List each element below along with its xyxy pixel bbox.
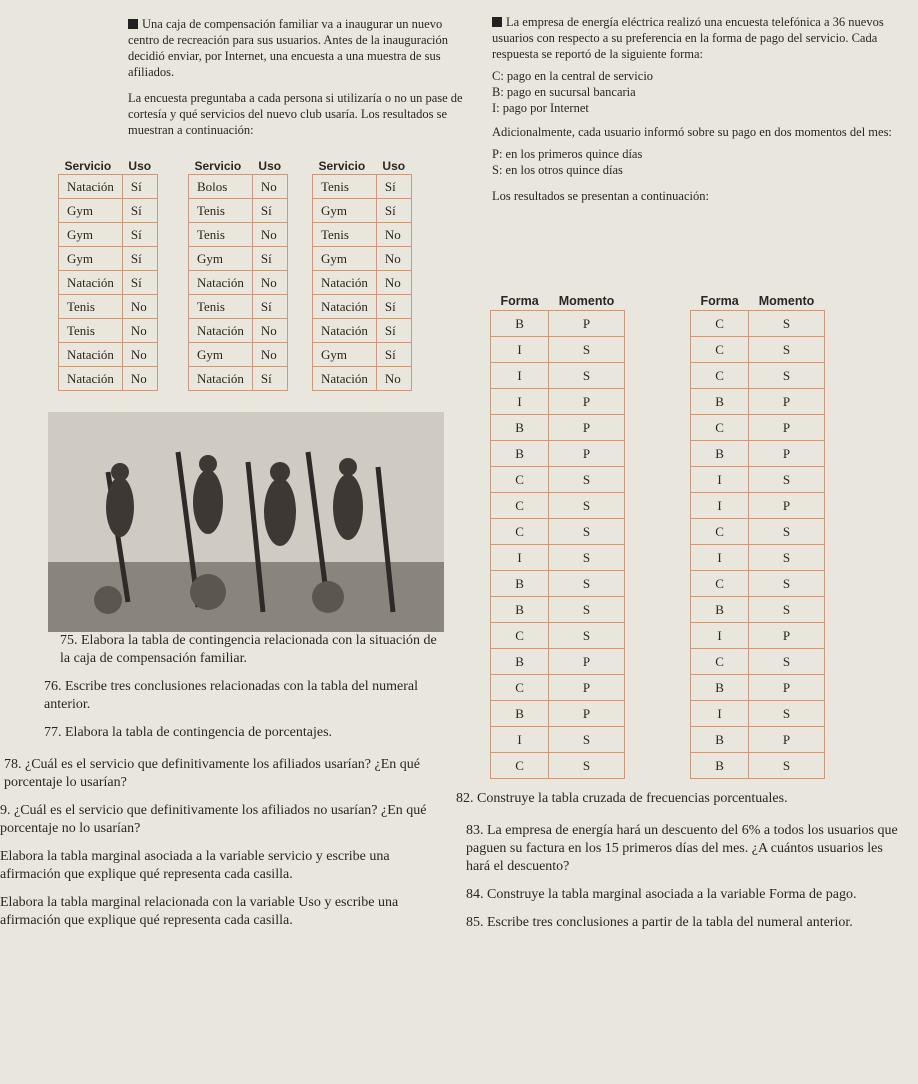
cell-value: P: [549, 389, 625, 415]
legend-b: B: pago en sucursal bancaria: [492, 85, 636, 99]
table-row: [491, 337, 625, 363]
cell-category: B: [691, 675, 749, 701]
cell-category: C: [691, 571, 749, 597]
cell-value: S: [549, 623, 625, 649]
cell-category: Natación: [59, 343, 123, 367]
table-row: [59, 295, 158, 319]
cell-category: Tenis: [313, 175, 377, 199]
cell-category: Tenis: [189, 223, 253, 247]
table-row: [491, 389, 625, 415]
cell-category: B: [691, 441, 749, 467]
cell-category: Natación: [189, 319, 253, 343]
table-row: [691, 753, 825, 779]
bullet-square-icon: [492, 17, 502, 27]
cell-category: C: [691, 649, 749, 675]
cell-value: No: [252, 223, 287, 247]
cell-category: C: [491, 675, 549, 701]
cell-category: Natación: [189, 367, 253, 391]
cell-category: Bolos: [189, 175, 253, 199]
legend-c: C: pago en la central de servicio: [492, 69, 654, 83]
left-intro-paragraph-1: Una caja de compensación familiar va a inaugurar un nuevo centro de recreación para sus usuarios. Antes de la inauguración decidió enviar, por Internet, una encuesta a una muestra de sus afiliados.: [128, 17, 449, 79]
table-row: [491, 467, 625, 493]
cell-value: P: [549, 415, 625, 441]
cell-value: No: [122, 295, 157, 319]
left-intro-paragraph-2: La encuesta preguntaba a cada persona si utilizaría o no un pase de cortesía y qué servicios del nuevo club usaría. Los resultados se muestran a continuación:: [128, 91, 463, 137]
table-row: [491, 571, 625, 597]
cell-category: B: [691, 389, 749, 415]
cell-value: No: [376, 247, 411, 271]
table-row: [59, 367, 158, 391]
cell-value: S: [749, 597, 825, 623]
question-85: 85. Escribe tres conclusiones a partir de la tabla del numeral anterior.: [466, 915, 853, 930]
cell-category: Natación: [313, 367, 377, 391]
cell-value: No: [252, 175, 287, 199]
table-row: [491, 415, 625, 441]
table-row: [491, 649, 625, 675]
cell-category: B: [491, 415, 549, 441]
cell-value: No: [122, 319, 157, 343]
cell-value: S: [749, 649, 825, 675]
cell-category: Tenis: [59, 295, 123, 319]
table-row: [691, 415, 825, 441]
cell-value: S: [549, 337, 625, 363]
cell-value: S: [749, 571, 825, 597]
table-row: [313, 343, 412, 367]
cell-category: C: [691, 415, 749, 441]
cell-category: B: [491, 311, 549, 337]
table-row: [189, 199, 288, 223]
table-row: [491, 311, 625, 337]
cell-category: Gym: [313, 247, 377, 271]
table-row: [313, 223, 412, 247]
cell-value: S: [549, 519, 625, 545]
cell-value: Sí: [252, 295, 287, 319]
cell-category: C: [491, 467, 549, 493]
legend-p: P: en los primeros quince días: [492, 147, 643, 161]
right-intro: [492, 14, 902, 210]
service-table-3-wrap: [312, 158, 412, 391]
cell-category: I: [691, 701, 749, 727]
table-row: [491, 493, 625, 519]
table-row: [189, 367, 288, 391]
cell-value: Sí: [122, 199, 157, 223]
gym-photo: [48, 412, 444, 632]
table-row: [313, 247, 412, 271]
question-81: Elabora la tabla marginal relacionada con la variable Uso y escribe una afirmación que explique qué representa cada casilla.: [0, 895, 399, 928]
table-row: [313, 271, 412, 295]
cell-value: P: [549, 701, 625, 727]
table-row: [691, 571, 825, 597]
cell-value: P: [549, 649, 625, 675]
table-row: [691, 649, 825, 675]
table-row: [491, 675, 625, 701]
header-forma: Forma: [500, 294, 539, 308]
cell-category: I: [491, 337, 549, 363]
table-row: [491, 753, 625, 779]
cell-category: Gym: [313, 199, 377, 223]
cell-category: Tenis: [59, 319, 123, 343]
cell-category: C: [691, 337, 749, 363]
cell-value: S: [749, 519, 825, 545]
cell-category: B: [491, 441, 549, 467]
table-row: [189, 319, 288, 343]
table-row: [691, 701, 825, 727]
cell-value: Sí: [376, 175, 411, 199]
cell-category: C: [491, 753, 549, 779]
cell-category: Tenis: [189, 295, 253, 319]
cell-category: I: [691, 467, 749, 493]
right-intro-paragraph-3: Los resultados se presentan a continuación:: [492, 189, 709, 203]
table-row: [59, 343, 158, 367]
cell-value: Sí: [376, 343, 411, 367]
cell-value: S: [549, 467, 625, 493]
cell-value: Sí: [376, 295, 411, 319]
table-row: [691, 545, 825, 571]
right-intro-paragraph-1: La empresa de energía eléctrica realizó una encuesta telefónica a 36 nuevos usuarios con respecto a su preferencia en la forma de pago del servicio. Cada respuesta se reportó de la siguiente forma:: [492, 15, 884, 61]
cell-value: P: [749, 675, 825, 701]
cell-value: P: [749, 415, 825, 441]
table-row: [691, 493, 825, 519]
cell-category: Tenis: [313, 223, 377, 247]
right-intro-paragraph-2: Adicionalmente, cada usuario informó sobre su pago en dos momentos del mes:: [492, 125, 892, 139]
table-row: [691, 675, 825, 701]
cell-value: Sí: [122, 271, 157, 295]
table-row: [691, 597, 825, 623]
cell-value: S: [749, 545, 825, 571]
cell-value: Sí: [252, 199, 287, 223]
cell-category: B: [491, 701, 549, 727]
cell-value: No: [122, 343, 157, 367]
cell-category: I: [491, 545, 549, 571]
cell-category: I: [491, 389, 549, 415]
payment-table-2: [690, 292, 825, 779]
service-table-1-wrap: [58, 158, 158, 391]
cell-category: Tenis: [189, 199, 253, 223]
cell-category: B: [691, 727, 749, 753]
cell-value: P: [749, 389, 825, 415]
service-table-2-wrap: [188, 158, 288, 391]
cell-category: C: [691, 363, 749, 389]
cell-category: B: [491, 571, 549, 597]
table-row: [691, 337, 825, 363]
cell-category: C: [491, 623, 549, 649]
cell-category: I: [691, 623, 749, 649]
cell-value: P: [749, 441, 825, 467]
table-row: [691, 467, 825, 493]
cell-value: S: [549, 571, 625, 597]
question-77: 77. Elabora la tabla de contingencia de porcentajes.: [44, 725, 333, 740]
table-row: [189, 271, 288, 295]
legend-s: S: en los otros quince días: [492, 163, 623, 177]
cell-value: P: [549, 311, 625, 337]
table-row: [313, 295, 412, 319]
table-row: [691, 727, 825, 753]
cell-category: B: [491, 597, 549, 623]
cell-category: Natación: [313, 295, 377, 319]
left-questions: [0, 632, 444, 940]
cell-value: S: [549, 545, 625, 571]
table-row: [59, 247, 158, 271]
cell-category: Gym: [59, 199, 123, 223]
table-row: [691, 441, 825, 467]
cell-value: S: [549, 727, 625, 753]
table-row: [491, 519, 625, 545]
service-table-1: [58, 158, 158, 391]
cell-value: S: [549, 597, 625, 623]
table-row: [313, 175, 412, 199]
table-row: [189, 175, 288, 199]
cell-category: I: [691, 493, 749, 519]
cell-category: I: [491, 727, 549, 753]
table-row: [313, 367, 412, 391]
table-row: [691, 623, 825, 649]
payment-table-1-wrap: [490, 292, 625, 779]
cell-category: Natación: [313, 319, 377, 343]
cell-category: Gym: [189, 343, 253, 367]
table-row: [691, 519, 825, 545]
cell-category: C: [691, 311, 749, 337]
cell-category: C: [691, 519, 749, 545]
cell-category: Gym: [313, 343, 377, 367]
cell-value: No: [376, 271, 411, 295]
header-forma: Forma: [700, 294, 739, 308]
cell-value: P: [749, 623, 825, 649]
header-uso: Uso: [382, 159, 406, 173]
cell-value: No: [376, 367, 411, 391]
cell-value: S: [749, 337, 825, 363]
table-row: [59, 271, 158, 295]
cell-category: Natación: [59, 271, 123, 295]
table-row: [691, 363, 825, 389]
cell-category: Natación: [189, 271, 253, 295]
cell-value: Sí: [122, 247, 157, 271]
question-83: 83. La empresa de energía hará un descuento del 6% a todos los usuarios que paguen su factura en los 15 primeros días del mes. ¿A cuántos usuarios les hará el descuento?: [466, 823, 898, 874]
header-uso: Uso: [258, 159, 282, 173]
cell-value: Sí: [252, 367, 287, 391]
cell-value: No: [252, 319, 287, 343]
table-row: [491, 727, 625, 753]
cell-value: P: [549, 675, 625, 701]
cell-value: S: [749, 311, 825, 337]
table-row: [189, 247, 288, 271]
table-row: [491, 363, 625, 389]
cell-value: P: [549, 441, 625, 467]
table-row: [59, 319, 158, 343]
service-table-2: [188, 158, 288, 391]
header-servicio: Servicio: [194, 159, 242, 173]
question-75: 75. Elabora la tabla de contingencia relacionada con la situación de la caja de compensación familiar.: [60, 633, 437, 666]
cell-category: B: [691, 597, 749, 623]
cell-value: S: [749, 467, 825, 493]
header-uso: Uso: [128, 159, 152, 173]
cell-value: S: [749, 753, 825, 779]
table-row: [691, 311, 825, 337]
cell-value: Sí: [122, 223, 157, 247]
cell-category: Natación: [59, 367, 123, 391]
cell-value: Sí: [252, 247, 287, 271]
cell-category: I: [691, 545, 749, 571]
payment-table-1: [490, 292, 625, 779]
cell-category: B: [491, 649, 549, 675]
cell-category: Gym: [59, 247, 123, 271]
table-row: [491, 623, 625, 649]
cell-category: B: [691, 753, 749, 779]
cell-value: S: [549, 363, 625, 389]
table-row: [491, 545, 625, 571]
table-row: [189, 223, 288, 247]
cell-value: No: [252, 271, 287, 295]
table-row: [691, 389, 825, 415]
cell-category: Gym: [59, 223, 123, 247]
bullet-square-icon: [128, 19, 138, 29]
legend-i: I: pago por Internet: [492, 101, 589, 115]
cell-value: P: [749, 493, 825, 519]
cell-value: S: [749, 701, 825, 727]
right-questions: [456, 790, 906, 942]
header-momento: Momento: [558, 294, 615, 308]
table-row: [59, 175, 158, 199]
cell-value: Sí: [376, 319, 411, 343]
header-servicio: Servicio: [64, 159, 112, 173]
table-row: [313, 319, 412, 343]
question-80: Elabora la tabla marginal asociada a la variable servicio y escribe una afirmación que explique qué representa cada casilla.: [0, 849, 390, 882]
table-row: [491, 701, 625, 727]
cell-value: S: [749, 363, 825, 389]
cell-value: S: [549, 493, 625, 519]
left-intro: [128, 16, 468, 148]
table-row: [491, 597, 625, 623]
cell-category: I: [491, 363, 549, 389]
cell-category: Natación: [313, 271, 377, 295]
cell-value: No: [376, 223, 411, 247]
question-84: 84. Construye la tabla marginal asociada a la variable Forma de pago.: [466, 887, 857, 902]
payment-table-2-wrap: [690, 292, 825, 779]
cell-value: Sí: [122, 175, 157, 199]
cell-value: Sí: [376, 199, 411, 223]
cell-value: S: [549, 753, 625, 779]
question-82: 82. Construye la tabla cruzada de frecuencias porcentuales.: [456, 791, 788, 806]
cell-category: Natación: [59, 175, 123, 199]
table-row: [59, 223, 158, 247]
table-row: [189, 295, 288, 319]
table-row: [59, 199, 158, 223]
question-76: 76. Escribe tres conclusiones relacionadas con la tabla del numeral anterior.: [44, 679, 418, 712]
cell-category: Gym: [189, 247, 253, 271]
table-row: [313, 199, 412, 223]
cell-category: C: [491, 493, 549, 519]
table-row: [491, 441, 625, 467]
question-79: 9. ¿Cuál es el servicio que definitivamente los afiliados no usarían? ¿En qué porcentaje no lo usarían?: [0, 803, 427, 836]
table-row: [189, 343, 288, 367]
cell-value: P: [749, 727, 825, 753]
service-table-3: [312, 158, 412, 391]
header-servicio: Servicio: [318, 159, 366, 173]
cell-category: C: [491, 519, 549, 545]
question-78: 78. ¿Cuál es el servicio que definitivamente los afiliados usarían? ¿En qué porcentaje lo usarían?: [4, 757, 420, 790]
cell-value: No: [252, 343, 287, 367]
cell-value: No: [122, 367, 157, 391]
header-momento: Momento: [758, 294, 815, 308]
